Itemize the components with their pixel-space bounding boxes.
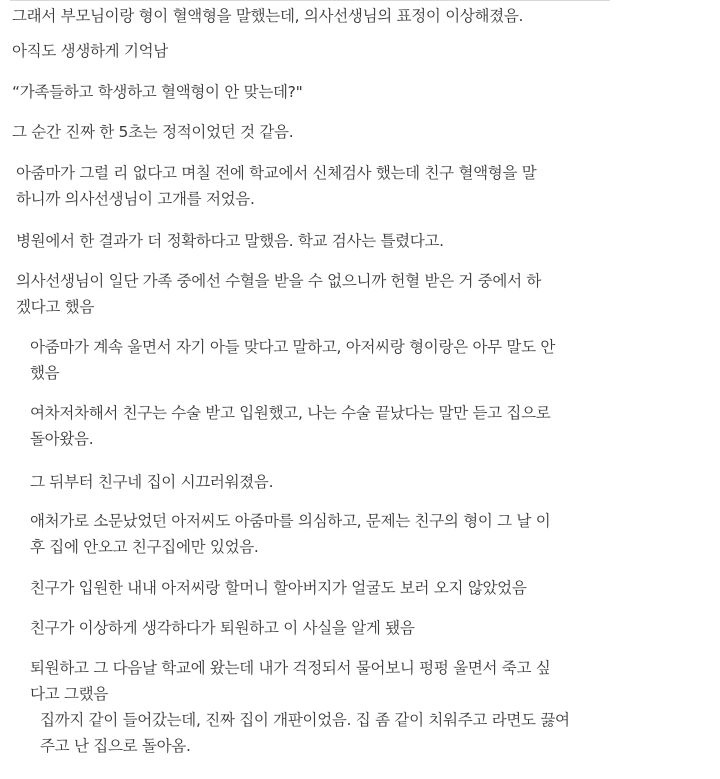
paragraph-line: 주고 난 집으로 돌아옴. xyxy=(40,737,191,755)
paragraph-line: 겠다고 했음 xyxy=(16,298,94,316)
paragraph-line: 퇴원하고 그 다음날 학교에 왔는데 내가 걱정되서 물어보니 펑펑 울면서 죽고 싶 xyxy=(30,659,551,677)
paragraph-7 xyxy=(16,268,541,320)
paragraph-3 xyxy=(12,79,302,105)
paragraph-2 xyxy=(12,38,168,64)
paragraph-line: 다고 그랬음 xyxy=(30,685,108,703)
paragraph-12 xyxy=(30,575,527,601)
paragraph-line: 후 집에 안오고 친구집에만 있었음. xyxy=(30,538,259,556)
paragraph-8 xyxy=(30,334,555,386)
paragraph-14 xyxy=(30,655,550,707)
paragraph-line: 집까지 같이 들어갔는데, 진짜 집이 개판이었음. 집 좀 같이 치워주고 라면도 끓여 xyxy=(40,711,570,729)
paragraph-11 xyxy=(30,508,550,560)
paragraph-line: 그 뒤부터 친구네 집이 시끄러워졌음. xyxy=(30,473,274,491)
paragraph-13 xyxy=(30,615,415,641)
paragraph-line: 아직도 생생하게 기억남 xyxy=(12,42,168,60)
paragraph-line: 아줌마가 그럴 리 없다고 며칠 전에 학교에서 신체검사 했는데 친구 혈액형을 말 xyxy=(16,164,537,182)
paragraph-line: 그 순간 진짜 한 5초는 정적이었던 것 같음. xyxy=(12,123,294,141)
paragraph-line: 그래서 부모님이랑 형이 혈액형을 말했는데, 의사선생님의 표정이 이상해졌음. xyxy=(12,7,524,25)
paragraph-line: 의사선생님이 일단 가족 중에선 수혈을 받을 수 없으니까 헌혈 받은 거 중에서 하 xyxy=(16,272,542,290)
paragraph-line: 했음 xyxy=(30,364,60,382)
paragraph-line: 돌아왔음. xyxy=(30,430,94,448)
paragraph-5 xyxy=(16,160,536,212)
paragraph-line: 병원에서 한 결과가 더 정확하다고 말했음. 학교 검사는 틀렸다고. xyxy=(16,232,444,250)
paragraph-line: “가족들하고 학생하고 혈액형이 안 맞는데?" xyxy=(12,83,303,101)
paragraph-line: 여차저차해서 친구는 수술 받고 입원했고, 나는 수술 끝났다는 말만 듣고 집으로 xyxy=(30,404,551,422)
paragraph-1 xyxy=(12,3,523,29)
paragraph-9 xyxy=(30,400,550,452)
paragraph-line: 친구가 이상하게 생각하다가 퇴원하고 이 사실을 알게 됐음 xyxy=(30,619,415,637)
paragraph-line: 아줌마가 계속 울면서 자기 아들 맞다고 말하고, 아저씨랑 형이랑은 아무 말도 안 xyxy=(30,338,556,356)
paragraph-line: 하니까 의사선생님이 고개를 저었음. xyxy=(16,190,255,208)
paragraph-10 xyxy=(30,469,273,495)
paragraph-6 xyxy=(16,228,444,254)
paragraph-15 xyxy=(40,707,570,759)
paragraph-4 xyxy=(12,119,293,145)
paragraph-line: 애처가로 소문났었던 아저씨도 아줌마를 의심하고, 문제는 친구의 형이 그 날 이 xyxy=(30,512,551,530)
top-divider xyxy=(10,0,610,1)
paragraph-line: 친구가 입원한 내내 아저씨랑 할머니 할아버지가 얼굴도 보러 오지 않았었음 xyxy=(30,579,527,597)
